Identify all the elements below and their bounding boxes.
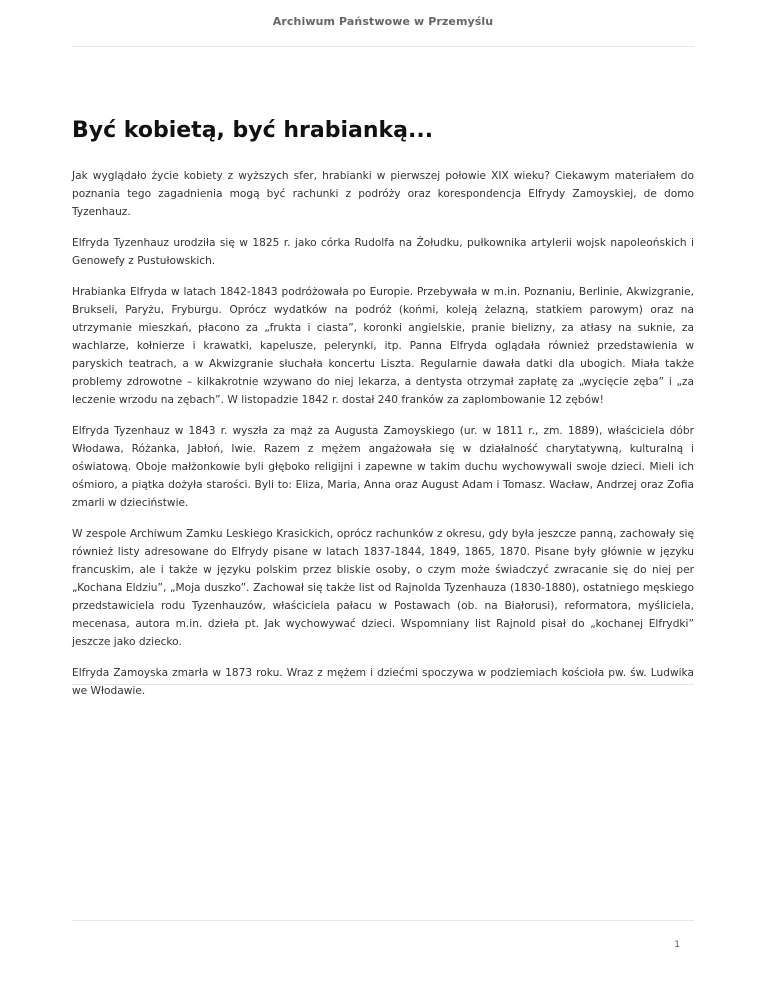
article-paragraph-travels: Hrabianka Elfryda w latach 1842-1843 podróżowała po Europie. Przebywała w m.in. Poznaniu, Berlinie, Akwizgranie, Brukseli, Paryżu, Fryburgu. Oprócz wydatków na podróż (końmi, koleją żelazną, statkiem parowym) oraz na utrzymanie mieszkań, płacono za „frukta i ciasta”, koronki angielskie, pranie bielizny, za atłasy na suknie, za wachlarze, kołnierze i krawatki, kapelusze, pelerynki, itp. Panna Elfryda oglądała również przedstawienia w paryskich teatrach, a w Akwizgranie słuchała koncertu Liszta. Regularnie dawała datki dla ubogich. Miała także problemy zdrowotne – kilkakrotnie wzywano do niej lekarza, a dentysta otrzymał zapłatę za „wycięcie zęba” i „za leczenie wrzodu na zębach”. W listopadzie 1842 r. dostał 240 franków za zaplombowanie 12 zębów! [72, 286, 694, 406]
site-header [72, 0, 694, 47]
article-paragraph-marriage: Elfryda Tyzenhauz w 1843 r. wyszła za mąż za Augusta Zamoyskiego (ur. w 1811 r., zm. 1889), właściciela dóbr Włodawa, Różanka, Jabłoń, Iwie. Razem z mężem angażowała się w działalność charytatywną, kulturalną i oświatową. Oboje małżonkowie byli głęboko religijni i zapewne w takim duchu wychowywali swoje dzieci. Mieli ich ośmioro, a piątka dożyła starości. Byli to: Eliza, Maria, Anna oraz August Adam i Tomasz. Wacław, Andrzej oraz Zofia zmarli w dzieciństwie. [72, 425, 694, 509]
article-body [72, 167, 694, 713]
article-paragraph-death: Elfryda Zamoyska zmarła w 1873 roku. Wraz z mężem i dziećmi spoczywa w podziemiach kościoła pw. św. Ludwika we Włodawie. [72, 667, 694, 697]
page-number: 1 [674, 940, 680, 950]
article-paragraph-letters: W zespole Archiwum Zamku Leskiego Krasickich, oprócz rachunków z okresu, gdy była jeszcze panną, zachowały się również listy adresowane do Elfrydy pisane w latach 1837-1844, 1849, 1865, 1870. Pisane były głównie w języku francuskim, ale i także w języku polskim przez bliskie osoby, o czym może świadczyć zwracanie się do niej per „Kochana Eldziu”, „Moja duszko”. Zachował się także list od Rajnolda Tyzenhauza (1830-1880), ostatniego męskiego przedstawiciela rodu Tyzenhauzów, właściciela pałacu w Postawach (ob. na Białorusi), reformatora, myśliciela, mecenasa, autora m.in. dzieła pt. Jak wychowywać dzieci. Wspomniany list Rajnold pisał do „kochanej Elfrydki” jeszcze jako dziecko. [72, 528, 694, 648]
article-title: Być kobietą, być hrabianką... [72, 118, 434, 143]
footer-divider [72, 920, 694, 921]
article-paragraph-intro: Jak wyglądało życie kobiety z wyższych sfer, hrabianki w pierwszej połowie XIX wieku? Ciekawym materiałem do poznania tego zagadnienia mogą być rachunki z podróży oraz korespondencja Elfrydy Zamoyskiej, de domo Tyzenhauz. [72, 170, 694, 218]
content-divider [72, 684, 694, 685]
article-paragraph-birth: Elfryda Tyzenhauz urodziła się w 1825 r. jako córka Rudolfa na Żołudku, pułkownika artylerii wojsk napoleońskich i Genowefy z Pustułowskich. [72, 237, 694, 267]
site-title[interactable]: Archiwum Państwowe w Przemyślu [272, 15, 494, 28]
